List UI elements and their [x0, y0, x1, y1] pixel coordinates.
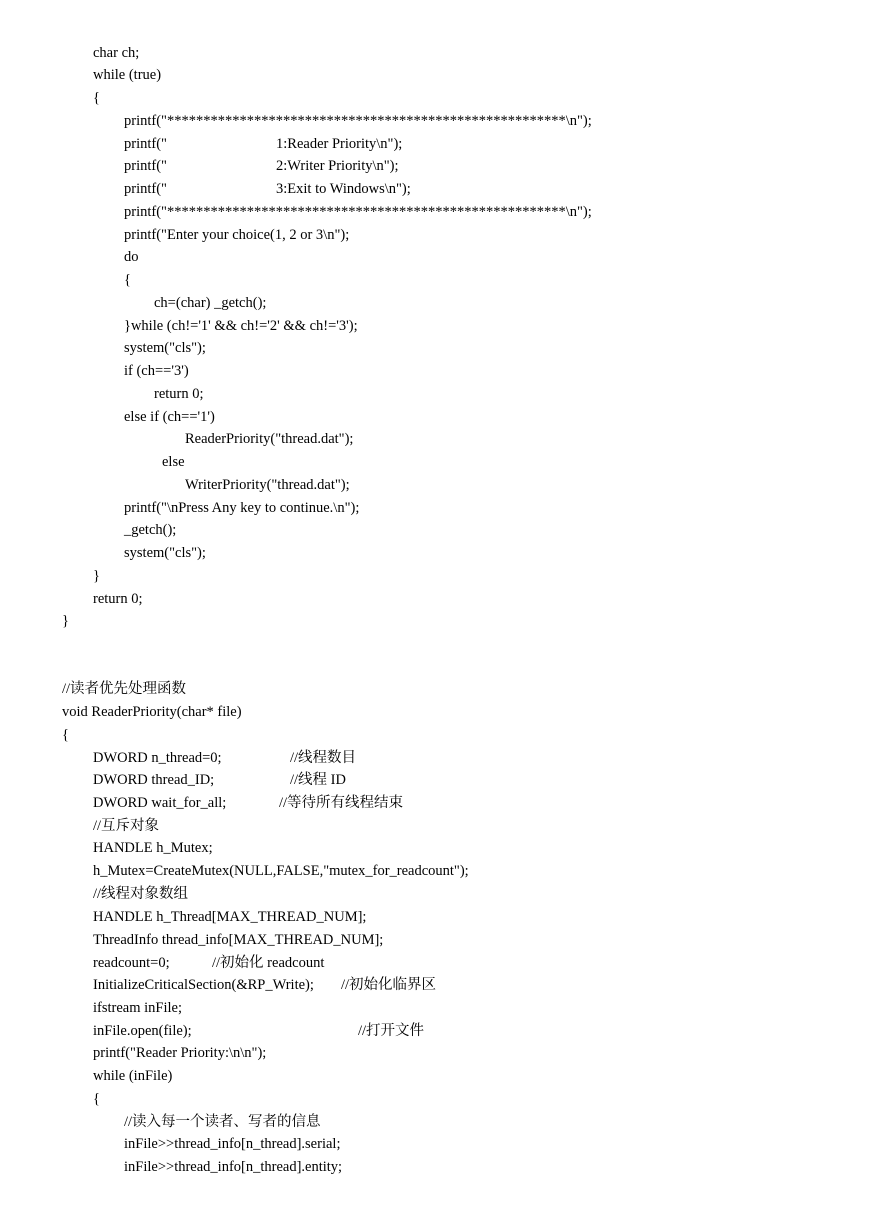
code-line [124, 156, 724, 176]
code-line: void ReaderPriority(char* file) [62, 704, 242, 720]
code-comment: //线程 ID [290, 772, 346, 788]
code-line: if (ch=='3') [124, 363, 189, 379]
code-comment: //初始化 readcount [212, 955, 325, 971]
code-line: { [93, 1091, 100, 1107]
code-segment: 2:Writer Priority\n"); [276, 158, 399, 174]
code-line: while (inFile) [93, 1068, 173, 1084]
code-line: system("cls"); [124, 340, 206, 356]
code-line: else if (ch=='1') [124, 409, 215, 425]
code-line: printf("Enter your choice(1, 2 or 3\n"); [124, 227, 350, 243]
code-segment: 1:Reader Priority\n"); [276, 136, 403, 152]
code-line: ReaderPriority("thread.dat"); [185, 431, 354, 447]
code-line: do [124, 249, 139, 265]
code-comment: //等待所有线程结束 [279, 795, 404, 811]
code-line: printf("*******************************************************\n"); [124, 113, 592, 129]
code-segment: printf(" [124, 158, 167, 174]
code-comment: //打开文件 [358, 1023, 425, 1039]
code-line: { [93, 90, 100, 106]
code-segment: DWORD wait_for_all; [93, 795, 227, 811]
code-line: char ch; [93, 45, 140, 61]
code-line: system("cls"); [124, 545, 206, 561]
code-line: else [162, 454, 185, 470]
code-segment: readcount=0; [93, 955, 170, 971]
code-line: h_Mutex=CreateMutex(NULL,FALSE,"mutex_for_readcount"); [93, 863, 469, 879]
code-segment: InitializeCriticalSection(&RP_Write); [93, 977, 314, 993]
code-segment: DWORD n_thread=0; [93, 750, 222, 766]
code-line: }while (ch!='1' && ch!='2' && ch!='3'); [124, 318, 358, 334]
code-line: while (true) [93, 67, 162, 83]
code-line: } [62, 613, 69, 629]
code-line: _getch(); [124, 522, 177, 538]
code-line: HANDLE h_Mutex; [93, 840, 213, 856]
code-line [93, 793, 493, 813]
code-line: inFile>>thread_info[n_thread].serial; [124, 1136, 341, 1152]
code-line: ifstream inFile; [93, 1000, 182, 1016]
code-segment: inFile.open(file); [93, 1023, 192, 1039]
code-comment: //线程数目 [290, 750, 357, 766]
code-line: return 0; [93, 591, 143, 607]
code-line [93, 770, 493, 790]
code-segment: printf(" [124, 136, 167, 152]
code-line: printf("\nPress Any key to continue.\n"); [124, 500, 360, 516]
code-comment: //读入每一个读者、写者的信息 [124, 1114, 321, 1130]
code-line [93, 953, 493, 973]
code-comment: //读者优先处理函数 [62, 681, 187, 697]
code-comment: //线程对象数组 [93, 886, 189, 902]
code-line [93, 975, 543, 995]
code-line: { [124, 272, 131, 288]
code-comment: //互斥对象 [93, 818, 160, 834]
code-line: HANDLE h_Thread[MAX_THREAD_NUM]; [93, 909, 367, 925]
code-line: WriterPriority("thread.dat"); [185, 477, 350, 493]
code-segment: DWORD thread_ID; [93, 772, 215, 788]
code-line [93, 748, 493, 768]
code-line: } [93, 568, 100, 584]
code-line: return 0; [154, 386, 204, 402]
code-line: printf("Reader Priority:\n\n"); [93, 1045, 267, 1061]
code-line [124, 179, 724, 199]
code-line: { [62, 727, 69, 743]
code-comment: //初始化临界区 [341, 977, 437, 993]
code-line [124, 134, 724, 154]
code-segment: printf(" [124, 181, 167, 197]
code-line: inFile>>thread_info[n_thread].entity; [124, 1159, 343, 1175]
code-line: printf("*******************************************************\n"); [124, 204, 592, 220]
code-line [93, 1021, 543, 1041]
code-segment: 3:Exit to Windows\n"); [276, 181, 411, 197]
code-line: ch=(char) _getch(); [154, 295, 267, 311]
code-line: ThreadInfo thread_info[MAX_THREAD_NUM]; [93, 932, 384, 948]
